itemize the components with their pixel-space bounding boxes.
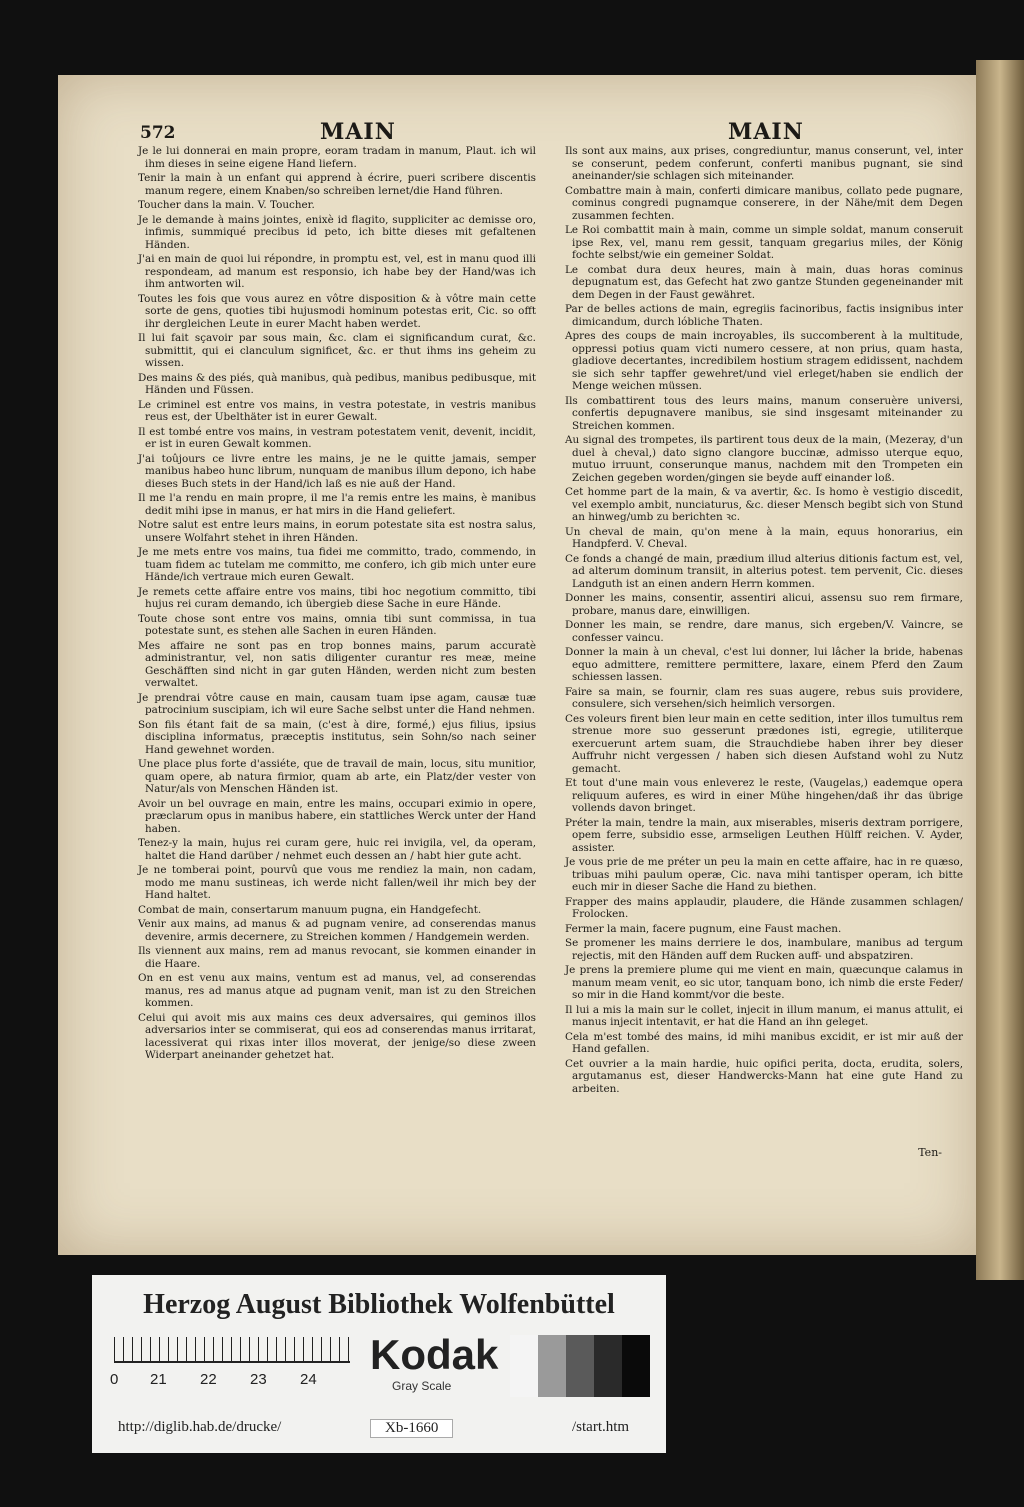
- document-page: [58, 75, 976, 1255]
- dictionary-entry: Notre salut est entre leurs mains, in eorum potestate sita est nostra salus, unsere Wolfahrt stehet in ihren Händen.: [138, 519, 536, 544]
- dictionary-entry: Mes affaire ne sont pas en trop bonnes mains, parum accuratè administrantur, vel, non satis diligenter curantur res meæ, meine Geschäfften sind nicht in gar guten Händen, werden nicht zum besten verwaltet.: [138, 639, 536, 689]
- dictionary-entry: Je le lui donnerai en main propre, eoram tradam in manum, Plaut. ich wil ihm dieses in seine eigene Hand liefern.: [138, 145, 536, 170]
- dictionary-entry: Toute chose sont entre vos mains, omnia tibi sunt commissa, in tua potestate sunt, es stehen alle Sachen in euren Händen.: [138, 612, 536, 637]
- catchword: Ten-: [918, 1146, 942, 1159]
- dictionary-entry: Donner les mains, consentir, assentiri alicui, assensu suo rem firmare, probare, manus dare, einwilligen.: [565, 592, 963, 617]
- dictionary-entry: Ils sont aux mains, aux prises, congrediuntur, manus conserunt, vel, inter se conserunt, pedem conferunt, conferti manibus pugnant, sie sind aneinander/sie schlagen sich miteinander.: [565, 145, 963, 182]
- adjacent-page-edge: [976, 60, 1024, 1280]
- dictionary-entry: Je le demande à mains jointes, enixè id flagito, suppliciter ac demisse oro, infimis, summiqué precibus id peto, ich bitte dieses mit gefaltenen Händen.: [138, 213, 536, 251]
- ruler-number: 0: [110, 1371, 119, 1388]
- gray-scale-patches: [510, 1335, 650, 1397]
- dictionary-entry: On en est venu aux mains, ventum est ad manus, vel, ad conserendas manus, res ad manus atque ad pugnam venit, man ist zu den Streichen kommen.: [138, 972, 536, 1009]
- dictionary-entry: Je remets cette affaire entre vos mains, tibi hoc negotium committo, tibi hujus rei curam demando, ich übergieb diese Sache in eure Hände.: [138, 585, 536, 610]
- gray-patch: [594, 1335, 622, 1397]
- left-column: [138, 145, 536, 1064]
- source-url: http://diglib.hab.de/drucke/: [118, 1419, 282, 1435]
- dictionary-entry: Une place plus forte d'assiéte, que de travail de main, locus, situ munitior, quam opere, ab natura firmior, quam ab arte, ein Platz/der vester von Natur/als von Menschen Händen ist.: [138, 758, 536, 795]
- dictionary-entry: Je prens la premiere plume qui me vient en main, quæcunque calamus in manum meam venit, eo sic utor, tanquam bono, ich nimb die erste Feder/ so mir in die Hand kommt/vor die beste.: [565, 964, 963, 1001]
- kodak-logo: Kodak: [370, 1331, 499, 1378]
- dictionary-entry: Je me mets entre vos mains, tua fidei me committo, trado, commendo, in tuam fidem ac tutelam me committo, me confero, ich gib mich unter eure Hände/ich vertraue mich euren Gewalt.: [138, 546, 536, 583]
- dictionary-entry: Cet ouvrier a la main hardie, huic opifici perita, docta, erudita, solers, argutamanus est, dieser Handwercks-Mann hat eine gute Hand zu arbeiten.: [565, 1057, 963, 1095]
- ruler-number: 23: [250, 1371, 267, 1388]
- dictionary-entry: Je ne tomberai point, pourvû que vous me rendiez la main, non cadam, modo me manu sustineas, ich werde nicht fallen/weil ihr mich bey der Hand haltet.: [138, 864, 536, 901]
- dictionary-entry: Apres des coups de main incroyables, ils succomberent à la multitude, oppressi potius quam victi numero cessere, at non prius, quam hasta, gladiove decertantes, incredibilem hostium stragem edidissent, nachdem sie sich sehr tapffer gewehret/und viel erleget/haben sie endlich der Menge weichen müssen.: [565, 330, 963, 392]
- dictionary-entry: Le combat dura deux heures, main à main, duas horas cominus depugnatum est, das Gefecht hat zwo gantze Stunden gegeneinander mit dem Degen in der Faust gewähret.: [565, 263, 963, 301]
- ruler-number: 24: [300, 1371, 317, 1388]
- right-column: [565, 145, 963, 1097]
- dictionary-entry: Fermer la main, facere pugnum, eine Faust machen.: [565, 922, 842, 935]
- dictionary-entry: Par de belles actions de main, egregiis facinoribus, factis insignibus inter dimicandum, durch lóbliche Thaten.: [565, 303, 963, 328]
- dictionary-entry: Un cheval de main, qu'on mene à la main, equus honorarius, ein Handpferd. V. Cheval.: [565, 525, 963, 550]
- library-name: Herzog August Bibliothek Wolfenbüttel: [143, 1289, 615, 1320]
- dictionary-entry: Cela m'est tombé des mains, id mihi manibus excidit, er ist mir auß der Hand gefallen.: [565, 1030, 963, 1055]
- gray-patch: [566, 1335, 594, 1397]
- dictionary-entry: Cet homme part de la main, & va avertir, &c. Is homo è vestigio discedit, vel exemplo ambit, nunciaturus, &c. dieser Mensch begibt sich von Stund an hinweg/umb zu berichten ꝛc.: [565, 486, 963, 523]
- right-running-head: MAIN: [728, 119, 804, 145]
- dictionary-entry: Je prendrai vôtre cause en main, causam tuam ipse agam, causæ tuæ patrocinium suscipiam, ich wil eure Sache selbst unter die Hand nehmen.: [138, 691, 536, 716]
- dictionary-entry: Donner la main à un cheval, c'est lui donner, lui lâcher la bride, habenas equo admittere, remittere permittere, laxare, einem Pferd den Zaum schiessen lassen.: [565, 646, 963, 683]
- dictionary-entry: Donner les main, se rendre, dare manus, sich ergeben/V. Vaincre, se confesser vaincu.: [565, 619, 963, 644]
- dictionary-entry: Ces voleurs firent bien leur main en cette sedition, inter illos tumultus rem strenue more suo gesserunt prædones isti, egregie, utiliterque exercuerunt artem suam, die Strauchdiebe haben ihrer bey dieser Auffruhr nicht vergessen / haben sich diesen Aufstand wohl zu Nutz gemacht.: [565, 712, 963, 775]
- gray-scale-label: Gray Scale: [392, 1379, 452, 1393]
- dictionary-entry: Avoir un bel ouvrage en main, entre les mains, occupari eximio in opere, præclarum opus in manibus habere, ein stattliches Werck unter der Hand haben.: [138, 797, 536, 835]
- dictionary-entry: Le Roi combattit main à main, comme un simple soldat, manum conseruit ipse Rex, vel, manu rem gessit, tanquam gregarius miles, der König fochte selbst/wie ein gemeiner Soldat.: [565, 224, 963, 261]
- dictionary-entry: J'ai toûjours ce livre entre les mains, je ne le quitte jamais, semper manibus habeo hunc librum, nunquam de manibus illum depono, ich habe dieses Buch stets in der Hand/ich laß es nie auß der Hand.: [138, 452, 536, 490]
- ruler-number: 22: [200, 1371, 217, 1388]
- url-suffix: /start.htm: [572, 1419, 630, 1435]
- dictionary-entry: Des mains & des piés, quà manibus, quà pedibus, manibus pedibusque, mit Händen und Füssen.: [138, 371, 536, 396]
- ruler-numbers: [110, 1371, 360, 1389]
- dictionary-entry: Il lui fait sçavoir par sous main, &c. clam ei significandum curat, &c. submittit, qui ei clanculum significet, &c. er thut ihms ins geheim zu wissen.: [138, 332, 536, 369]
- dictionary-entry: Se promener les mains derriere le dos, inambulare, manibus ad tergum rejectis, mit den Händen auff dem Rucken auff- und abspatziren.: [565, 937, 963, 962]
- dictionary-entry: Au signal des trompetes, ils partirent tous deux de la main, (Mezeray, d'un duel à cheval,) dato signo clangore buccinæ, admisso uterque equo, mutuo irruunt, conserunque manus, nachdem mit den Trompeten ein Zeichen gegeben worden/gingen sie beyde auff einander loß.: [565, 434, 963, 484]
- dictionary-entry: Frapper des mains applaudir, plaudere, die Hände zusammen schlagen/ Frolocken.: [565, 895, 963, 920]
- dictionary-entry: Ce fonds a changé de main, prædium illud alterius ditionis factum est, vel, ad alterum dominum transiit, in alterius potest. tem pervenit, Cic. dieses Landguth ist an einen andern Herrn kommen.: [565, 552, 963, 590]
- dictionary-entry: Toucher dans la main. V. Toucher.: [138, 199, 315, 211]
- dictionary-entry: Combat de main, consertarum manuum pugna, ein Handgefecht.: [138, 903, 482, 916]
- dictionary-entry: J'ai en main de quoi lui répondre, in promptu est, vel, est in manu quod illi respondeam, ad manum est responsio, ich habe bey der Hand/was ich ihm antworten wil.: [138, 253, 536, 290]
- gray-patch: [510, 1335, 538, 1397]
- dictionary-entry: Celui qui avoit mis aux mains ces deux adversaires, qui geminos illos adversarios inter se commiserat, qui eos ad conserendas manus irritarat, lacessiverat qui rixas inter illos moverat, der jenige/so diese zween Widerpart aneinander gehetzet hat.: [138, 1011, 536, 1061]
- scale-ruler: [114, 1337, 350, 1363]
- ruler-number: 21: [150, 1371, 167, 1388]
- left-running-head: MAIN: [320, 119, 396, 145]
- dictionary-entry: Son fils étant fait de sa main, (c'est à dire, formé,) ejus filius, ipsius disciplina informatus, præceptis institutus, sein Sohn/so nach seiner Hand gewehnet worden.: [138, 718, 536, 756]
- dictionary-entry: Il me l'a rendu en main propre, il me l'a remis entre les mains, è manibus dedit mihi ipse in manus, er hat mirs in die Hand geliefert.: [138, 492, 536, 517]
- dictionary-entry: Combattre main à main, conferti dimicare manibus, collato pede pugnare, cominus congredi pugnamque conserere, in der Nähe/mit dem Degen zusammen fechten.: [565, 184, 963, 222]
- gray-patch: [538, 1335, 566, 1397]
- dictionary-entry: Tenez-y la main, hujus rei curam gere, huic rei invigila, vel, da operam, haltet die Hand darüber / nehmet euch dessen an / habt hier gute acht.: [138, 837, 536, 862]
- dictionary-entry: Il lui a mis la main sur le collet, injecit in illum manum, ei manus attulit, ei manus injecit intentavit, er hat die Hand an ihn geleget.: [565, 1003, 963, 1028]
- page-number: 572: [140, 123, 176, 143]
- dictionary-entry: Ils combattirent tous des leurs mains, manum conseruère universi, confertis depugnavere manibus, sie sind insgesamt miteinander zu Streichen kommen.: [565, 394, 963, 432]
- color-target-strip: [92, 1275, 666, 1453]
- dictionary-entry: Et tout d'une main vous enleverez le reste, (Vaugelas,) eademque opera reliquum auferes, es wird in einer Mühe hingehen/daß ihr das übrige vollends davon bringet.: [565, 777, 963, 814]
- dictionary-entry: Tenir la main à un enfant qui apprend à écrire, pueri scribere discentis manum regere, einem Knaben/so schreiben lernet/die Hand führen.: [138, 172, 536, 197]
- dictionary-entry: Ils viennent aux mains, rem ad manus revocant, sie kommen einander in die Haare.: [138, 945, 536, 970]
- dictionary-entry: Venir aux mains, ad manus & ad pugnam venire, ad conserendas manus devenire, armis decernere, zu Streichen kommen / Handgemein werden.: [138, 918, 536, 943]
- dictionary-entry: Je vous prie de me préter un peu la main en cette affaire, hac in re quæso, tribuas mihi paulum operæ, Cic. nava mihi tantisper operam, ich bitte euch mir in dieser Sache die Hand zu biethen.: [565, 856, 963, 893]
- dictionary-entry: Faire sa main, se fournir, clam res suas augere, rebus suis providere, consulere, sich versehen/sich heimlich versorgen.: [565, 685, 963, 710]
- gray-patch: [622, 1335, 650, 1397]
- shelfmark: Xb-1660: [370, 1419, 453, 1438]
- dictionary-entry: Toutes les fois que vous aurez en vôtre disposition & à vôtre main cette sorte de gens, quoties tibi hujusmodi hominum potestas erit, Cic. so offt ihr dergleichen Leute in eurer Macht haben werdet.: [138, 292, 536, 330]
- dictionary-entry: Préter la main, tendre la main, aux miserables, miseris dextram porrigere, opem ferre, subsidio esse, armseligen Leuthen Hülff reichen. V. Ayder, assister.: [565, 816, 963, 854]
- dictionary-entry: Le criminel est entre vos mains, in vestra potestate, in vestris manibus reus est, der Ubelthäter ist in eurer Gewalt.: [138, 398, 536, 423]
- dictionary-entry: Il est tombé entre vos mains, in vestram potestatem venit, devenit, incidit, er ist in euren Gewalt kommen.: [138, 425, 536, 450]
